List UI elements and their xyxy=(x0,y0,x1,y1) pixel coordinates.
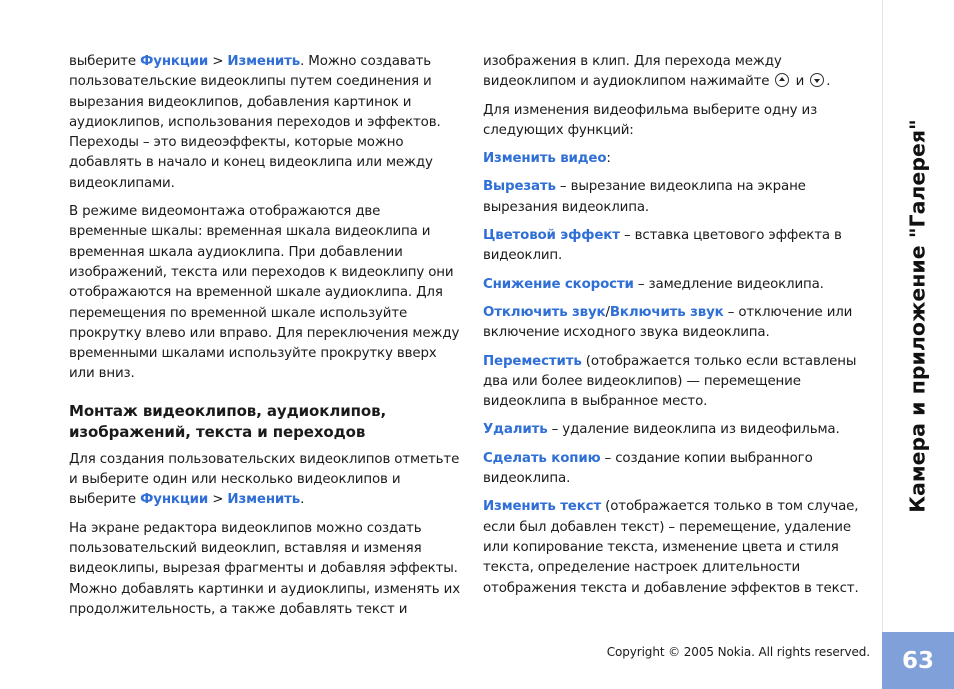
timeline-paragraph: В режиме видеомонтажа отображаются две временные шкалы: временная шкала видеоклипа и временная шкала аудиоклипа. При добавлении изображений, текста или переходов к видеоклипу они отображаются на временной шкале аудиоклипа. Для перемещения по временной шкале используйте прокрутку влево или вправо. Для переключения между временными шкалами используйте прокрутку вверх или вниз. xyxy=(69,204,460,382)
page-number-box xyxy=(882,632,954,689)
menu-link-edit: Изменить xyxy=(227,492,301,508)
joystick-up-icon xyxy=(775,73,789,87)
option-link: Снижение скорости xyxy=(483,276,634,292)
option-link: Сделать копию xyxy=(483,450,601,466)
copyright-notice: Copyright © 2005 Nokia. All rights reserved. xyxy=(606,645,870,659)
create-clips-paragraph: Для создания пользовательских видеоклипов отметьте и выберите один или несколько видеоклипов и выберите Функции > Изменить. xyxy=(69,451,460,508)
menu-link-edit: Изменить xyxy=(227,54,301,69)
option-edit-text: Изменить текст (отображается только в том случае, если был добавлен текст) – перемещение, удаление или копирование текста, изменение цвета и стиля текста, определение настроек длительности отображения текста и добавление эффектов в текст. xyxy=(483,499,859,596)
option-copy: Сделать копию – создание копии выбранного видеоклипа. xyxy=(483,450,813,487)
option-link: Изменить текст xyxy=(483,499,602,515)
option-color-effect: Цветовой эффект – вставка цветового эффекта в видеоклип. xyxy=(483,228,842,264)
joystick-down-icon xyxy=(810,73,824,87)
option-link: Вырезать xyxy=(483,179,556,195)
menu-link-edit-video: Изменить видео xyxy=(483,151,607,167)
editor-paragraph: На экране редактора видеоклипов можно создать пользовательский видеоклип, вставляя и изменяя видеоклипы, вырезая фрагменты и добавляя эффекты. Можно добавлять картинки и аудиоклипы, изменять их продолжительность, а также добавлять текст и xyxy=(69,520,460,617)
option-link: Переместить xyxy=(483,353,582,369)
section-heading: Монтаж видеоклипов, аудиоклипов, изображений, текста и переходов xyxy=(69,401,387,441)
option-link: Цветовой эффект xyxy=(483,228,620,244)
option-move: Переместить (отображается только если вставлены два или более видеоклипов) — перемещение видеоклипа в выбранное место. xyxy=(483,353,857,410)
option-link: Включить звук xyxy=(609,304,724,320)
left-column xyxy=(69,52,461,628)
right-column xyxy=(483,52,875,607)
option-link: Удалить xyxy=(483,422,548,438)
switch-paragraph: изображения в клип. Для перехода между видеоклипом и аудиоклипом нажимайте и . xyxy=(483,54,831,90)
option-delete: Удалить – удаление видеоклипа из видеофильма. xyxy=(483,422,840,438)
option-slow-motion: Снижение скорости – замедление видеоклипа. xyxy=(483,276,824,292)
option-mute: Отключить звук/Включить звук – отключение или включение исходного звука видеоклипа. xyxy=(483,304,853,341)
menu-link-functions: Функции xyxy=(140,492,209,508)
chapter-title: Камера и приложение "Галерея" xyxy=(906,119,931,513)
choose-function-paragraph: Для изменения видеофильма выберите одну из следующих функций: xyxy=(483,102,818,138)
option-link: Отключить звук xyxy=(483,304,606,320)
menu-link-functions: Функции xyxy=(140,54,209,69)
edit-video-label: Изменить видео: xyxy=(483,151,611,167)
page-number: 63 xyxy=(901,647,934,674)
intro-paragraph: выберите Функции > Изменить. Можно создавать пользовательские видеоклипы путем соединения и вырезания видеоклипов, добавления картинок и аудиоклипов, использования переходов и эффектов. Переходы – это видеоэффекты, которые можно добавлять в начало и конец видеоклипа или между видеоклипами. xyxy=(69,54,441,191)
option-cut: Вырезать – вырезание видеоклипа на экране вырезания видеоклипа. xyxy=(483,179,806,215)
